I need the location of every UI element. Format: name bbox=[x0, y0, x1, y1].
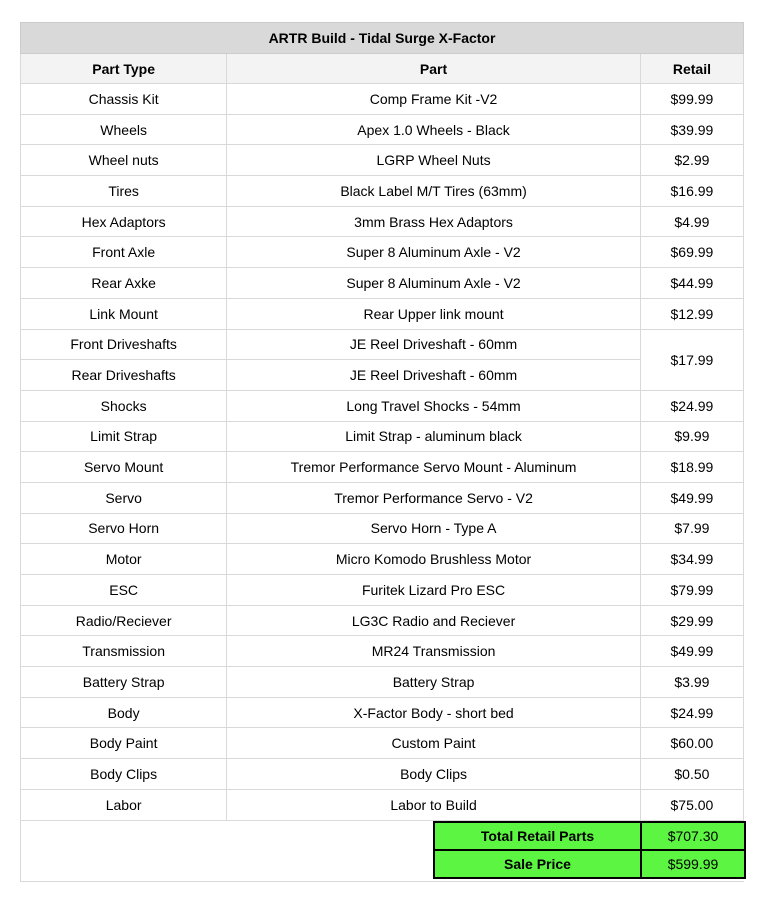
cell-part-type[interactable]: Hex Adaptors bbox=[21, 206, 227, 237]
cell-part[interactable]: MR24 Transmission bbox=[227, 636, 641, 667]
cell-part-type[interactable]: Body Paint bbox=[21, 728, 227, 759]
cell-part[interactable]: X-Factor Body - short bed bbox=[227, 697, 641, 728]
cell-retail[interactable]: $16.99 bbox=[640, 176, 743, 207]
cell-part-type[interactable]: ESC bbox=[21, 575, 227, 606]
cell-part[interactable]: 3mm Brass Hex Adaptors bbox=[227, 206, 641, 237]
table-row bbox=[21, 360, 744, 391]
cell-part[interactable]: Tremor Performance Servo - V2 bbox=[227, 482, 641, 513]
cell-part-type[interactable]: Rear Driveshafts bbox=[21, 360, 227, 391]
cell-retail[interactable]: $69.99 bbox=[640, 237, 743, 268]
cell-retail[interactable]: $39.99 bbox=[640, 114, 743, 145]
table-row bbox=[21, 513, 744, 544]
cell-retail[interactable]: $0.50 bbox=[640, 759, 743, 790]
cell-part[interactable]: Apex 1.0 Wheels - Black bbox=[227, 114, 641, 145]
cell-part[interactable]: JE Reel Driveshaft - 60mm bbox=[227, 360, 641, 391]
cell-part[interactable]: Long Travel Shocks - 54mm bbox=[227, 390, 641, 421]
cell-part-type[interactable]: Wheel nuts bbox=[21, 145, 227, 176]
table-row bbox=[21, 697, 744, 728]
cell-part-type[interactable]: Limit Strap bbox=[21, 421, 227, 452]
cell-retail[interactable]: $34.99 bbox=[640, 544, 743, 575]
header-row bbox=[21, 54, 744, 84]
table-row bbox=[21, 728, 744, 759]
cell-part-type[interactable]: Battery Strap bbox=[21, 667, 227, 698]
cell-part[interactable]: Body Clips bbox=[227, 759, 641, 790]
cell-part-type[interactable]: Transmission bbox=[21, 636, 227, 667]
header-retail[interactable]: Retail bbox=[640, 54, 743, 84]
cell-part[interactable]: LG3C Radio and Reciever bbox=[227, 605, 641, 636]
cell-retail[interactable]: $18.99 bbox=[640, 452, 743, 483]
total-retail-label[interactable]: Total Retail Parts bbox=[434, 822, 641, 850]
table-row bbox=[21, 268, 744, 299]
cell-part[interactable]: Micro Komodo Brushless Motor bbox=[227, 544, 641, 575]
sheet-title[interactable]: ARTR Build - Tidal Surge X-Factor bbox=[21, 23, 744, 54]
cell-retail[interactable]: $99.99 bbox=[640, 84, 743, 115]
table-row bbox=[21, 206, 744, 237]
table-row bbox=[21, 390, 744, 421]
table-row bbox=[21, 667, 744, 698]
cell-retail[interactable]: $12.99 bbox=[640, 298, 743, 329]
total-row bbox=[434, 822, 745, 850]
table-row bbox=[21, 298, 744, 329]
cell-part[interactable]: Comp Frame Kit -V2 bbox=[227, 84, 641, 115]
title-row bbox=[21, 23, 744, 54]
cell-part-type[interactable]: Link Mount bbox=[21, 298, 227, 329]
cell-part-type[interactable]: Front Driveshafts bbox=[21, 329, 227, 360]
cell-retail[interactable]: $3.99 bbox=[640, 667, 743, 698]
total-retail-value[interactable]: $707.30 bbox=[641, 822, 745, 850]
cell-retail[interactable]: $44.99 bbox=[640, 268, 743, 299]
cell-part-type[interactable]: Tires bbox=[21, 176, 227, 207]
cell-part-type[interactable]: Rear Axke bbox=[21, 268, 227, 299]
table-row bbox=[21, 84, 744, 115]
cell-part[interactable]: Limit Strap - aluminum black bbox=[227, 421, 641, 452]
parts-table bbox=[20, 22, 744, 821]
cell-part[interactable]: Battery Strap bbox=[227, 667, 641, 698]
cell-part-type[interactable]: Front Axle bbox=[21, 237, 227, 268]
cell-part[interactable]: Super 8 Aluminum Axle - V2 bbox=[227, 268, 641, 299]
table-row bbox=[21, 482, 744, 513]
cell-retail[interactable]: $49.99 bbox=[640, 482, 743, 513]
table-row bbox=[21, 636, 744, 667]
cell-part-type[interactable]: Shocks bbox=[21, 390, 227, 421]
table-row bbox=[21, 421, 744, 452]
cell-part[interactable]: Black Label M/T Tires (63mm) bbox=[227, 176, 641, 207]
cell-part[interactable]: Super 8 Aluminum Axle - V2 bbox=[227, 237, 641, 268]
table-row bbox=[21, 452, 744, 483]
cell-part-type[interactable]: Radio/Reciever bbox=[21, 605, 227, 636]
cell-part-type[interactable]: Labor bbox=[21, 789, 227, 820]
cell-part[interactable]: Custom Paint bbox=[227, 728, 641, 759]
cell-retail[interactable]: $24.99 bbox=[640, 390, 743, 421]
cell-retail[interactable]: $7.99 bbox=[640, 513, 743, 544]
cell-part[interactable]: Furitek Lizard Pro ESC bbox=[227, 575, 641, 606]
sale-row bbox=[434, 850, 745, 878]
cell-retail[interactable]: $75.00 bbox=[640, 789, 743, 820]
cell-retail[interactable]: $2.99 bbox=[640, 145, 743, 176]
table-row bbox=[21, 544, 744, 575]
cell-part-type[interactable]: Servo bbox=[21, 482, 227, 513]
header-part[interactable]: Part bbox=[227, 54, 641, 84]
cell-part[interactable]: Tremor Performance Servo Mount - Aluminum bbox=[227, 452, 641, 483]
cell-part[interactable]: LGRP Wheel Nuts bbox=[227, 145, 641, 176]
cell-part[interactable]: Labor to Build bbox=[227, 789, 641, 820]
sale-price-value[interactable]: $599.99 bbox=[641, 850, 745, 878]
sale-price-label[interactable]: Sale Price bbox=[434, 850, 641, 878]
table-row bbox=[21, 145, 744, 176]
cell-retail[interactable]: $60.00 bbox=[640, 728, 743, 759]
cell-retail[interactable]: $49.99 bbox=[640, 636, 743, 667]
cell-retail[interactable]: $4.99 bbox=[640, 206, 743, 237]
cell-retail[interactable]: $79.99 bbox=[640, 575, 743, 606]
cell-part-type[interactable]: Body bbox=[21, 697, 227, 728]
table-row bbox=[21, 114, 744, 145]
table-row bbox=[21, 329, 744, 360]
cell-part-type[interactable]: Motor bbox=[21, 544, 227, 575]
table-row bbox=[21, 237, 744, 268]
cell-part[interactable]: Rear Upper link mount bbox=[227, 298, 641, 329]
header-part-type[interactable]: Part Type bbox=[21, 54, 227, 84]
table-row bbox=[21, 575, 744, 606]
table-row bbox=[21, 605, 744, 636]
summary-table bbox=[433, 821, 746, 879]
cell-retail[interactable]: $9.99 bbox=[640, 421, 743, 452]
cell-part-type[interactable]: Servo Mount bbox=[21, 452, 227, 483]
table-row bbox=[21, 176, 744, 207]
cell-retail[interactable]: $24.99 bbox=[640, 697, 743, 728]
table-row bbox=[21, 759, 744, 790]
cell-part[interactable]: Servo Horn - Type A bbox=[227, 513, 641, 544]
table-body bbox=[21, 84, 744, 821]
cell-part-type[interactable]: Body Clips bbox=[21, 759, 227, 790]
cell-retail[interactable]: $29.99 bbox=[640, 605, 743, 636]
cell-retail-merged[interactable]: $17.99 bbox=[640, 329, 743, 390]
cell-part[interactable]: JE Reel Driveshaft - 60mm bbox=[227, 329, 641, 360]
cell-part-type[interactable]: Wheels bbox=[21, 114, 227, 145]
table-row bbox=[21, 789, 744, 820]
cell-part-type[interactable]: Chassis Kit bbox=[21, 84, 227, 115]
cell-part-type[interactable]: Servo Horn bbox=[21, 513, 227, 544]
